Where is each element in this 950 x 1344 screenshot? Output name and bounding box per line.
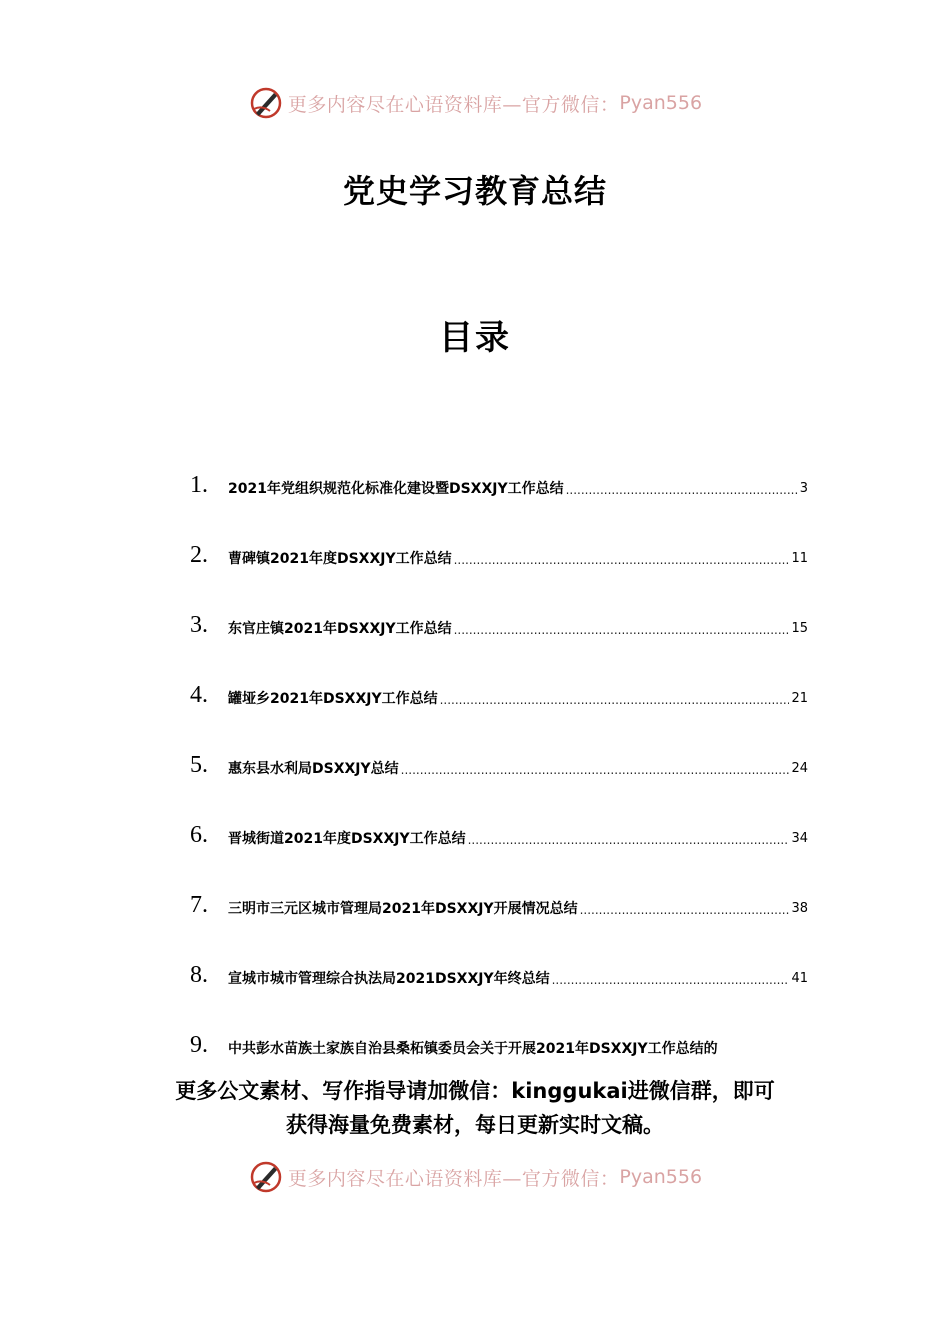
toc-entry-page: 41 <box>791 971 808 986</box>
pen-logo-icon <box>248 1159 284 1195</box>
toc-entry-number: 7. <box>190 892 208 918</box>
toc-heading: 目录 <box>439 318 511 358</box>
toc-entry-number: 5. <box>190 752 208 778</box>
toc-entry[interactable] <box>190 810 808 850</box>
pen-logo-icon <box>248 85 284 121</box>
toc-entry-page: 3 <box>799 481 808 496</box>
toc-entry[interactable] <box>190 740 808 780</box>
toc-entry-page: 15 <box>791 621 808 636</box>
toc-leader-dots <box>468 830 790 850</box>
toc-entry-page: 34 <box>791 831 808 846</box>
watermark-wechat-id: Pyan556 <box>619 1166 703 1188</box>
toc-entry[interactable] <box>190 950 808 990</box>
toc-entry-title: 三明市三元区城市管理局2021年DSXXJY开展情况总结 <box>228 901 578 917</box>
toc-entry-number: 2. <box>190 542 208 568</box>
watermark-text: 更多内容尽在心语资料库—官方微信： <box>287 93 620 116</box>
toc-entry-number: 8. <box>190 962 208 988</box>
toc-entry-page: 11 <box>791 551 808 566</box>
toc-entry[interactable] <box>190 1020 808 1060</box>
toc-leader-dots <box>580 900 790 920</box>
watermark-wechat-id: Pyan556 <box>619 92 703 114</box>
document-title: 党史学习教育总结 <box>342 172 607 210</box>
toc-entry-title: 惠东县水利局DSXXJY总结 <box>228 761 399 777</box>
toc-entry-title: 罐垭乡2021年DSXXJY工作总结 <box>228 691 438 707</box>
toc-entry[interactable] <box>190 530 808 570</box>
promo-notice <box>0 1074 950 1142</box>
toc-leader-dots <box>401 760 790 780</box>
toc-entry-number: 1. <box>190 472 208 498</box>
toc-entry-page: 38 <box>791 901 808 916</box>
toc-entry[interactable] <box>190 880 808 920</box>
toc-entry[interactable] <box>190 460 808 500</box>
toc-leader-dots <box>440 690 790 710</box>
toc-entry-title: 2021年党组织规范化标准化建设暨DSXXJY工作总结 <box>228 481 564 497</box>
toc-entry-number: 6. <box>190 822 208 848</box>
watermark-text: 更多内容尽在心语资料库—官方微信： <box>287 1167 620 1190</box>
toc-entry-number: 3. <box>190 612 208 638</box>
toc-leader-dots <box>566 480 798 500</box>
watermark-footer <box>0 1158 950 1196</box>
toc-entry-title: 曹碑镇2021年度DSXXJY工作总结 <box>228 551 452 567</box>
toc-leader-dots <box>552 970 790 990</box>
toc-leader-dots <box>454 550 790 570</box>
toc-entry-title: 宣城市城市管理综合执法局2021DSXXJY年终总结 <box>228 971 550 987</box>
promo-line-2: 获得海量免费素材，每日更新实时文稿。 <box>286 1113 664 1137</box>
toc-leader-dots <box>454 620 790 640</box>
toc-entry-title: 中共彭水苗族土家族自治县桑柘镇委员会关于开展2021年DSXXJY工作总结的 <box>228 1041 718 1057</box>
toc-entry[interactable] <box>190 600 808 640</box>
promo-line-1: 更多公文素材、写作指导请加微信：kinggukai进微信群，即可 <box>175 1079 775 1103</box>
watermark-header <box>0 84 950 122</box>
toc-entry[interactable] <box>190 670 808 710</box>
toc-entry-page: 21 <box>791 691 808 706</box>
toc-entry-number: 4. <box>190 682 208 708</box>
toc-entry-page: 24 <box>791 761 808 776</box>
toc-entry-title: 东官庄镇2021年DSXXJY工作总结 <box>228 621 452 637</box>
toc-entry-number: 9. <box>190 1032 208 1058</box>
toc-entry-title: 晋城街道2021年度DSXXJY工作总结 <box>228 831 466 847</box>
